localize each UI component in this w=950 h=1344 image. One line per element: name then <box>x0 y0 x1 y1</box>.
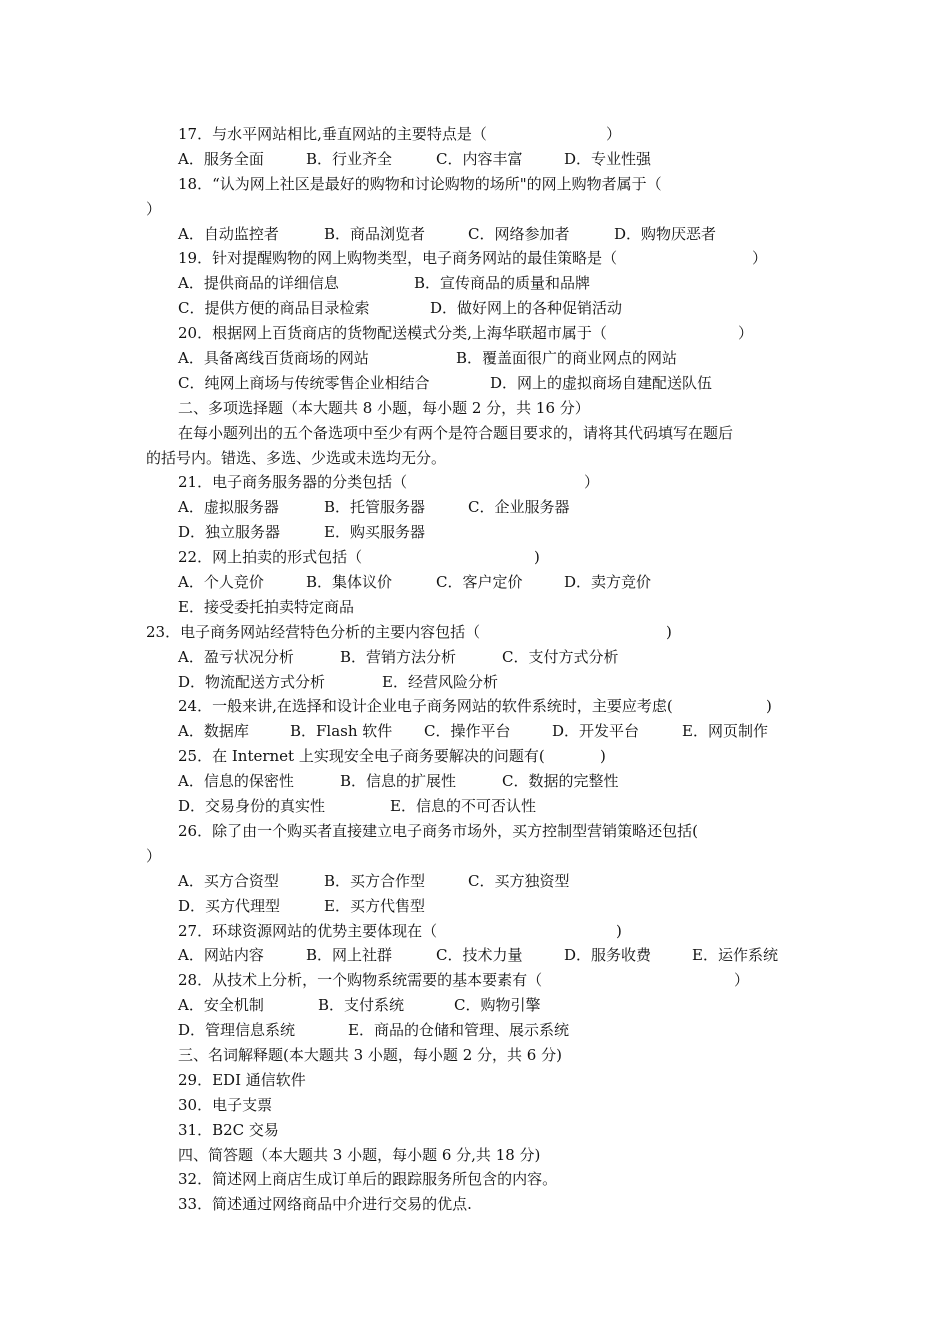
text-segment: E．商品的仓储和管理、展示系统 <box>348 1021 569 1040</box>
text-segment: ) <box>600 747 606 766</box>
text-segment: ) <box>766 697 772 716</box>
text-segment: A．网站内容 <box>178 946 264 965</box>
text-segment: D．网上的虚拟商场自建配送队伍 <box>490 373 713 392</box>
text-line <box>0 1093 950 1118</box>
text-line <box>0 321 950 346</box>
text-segment: D．管理信息系统 <box>178 1021 296 1040</box>
text-segment: B．支付系统 <box>318 996 405 1015</box>
text-segment: B．网上社群 <box>306 946 393 965</box>
text-segment: 18．“认为网上社区是最好的购物和讨论购物的场所"的网上购物者属于（ <box>178 174 662 193</box>
text-segment: 21．电子商务服务器的分类包括（ <box>178 473 408 492</box>
text-segment: B．信息的扩展性 <box>340 772 457 791</box>
text-line <box>0 769 950 794</box>
text-segment: 26．除了由一个购买者直接建立电子商务市场外，买方控制型营销策略还包括( <box>178 821 698 840</box>
text-segment: A．具备离线百货商场的网站 <box>178 349 369 368</box>
text-segment: B．营销方法分析 <box>340 647 457 666</box>
text-segment: 三、名词解释题(本大题共 3 小题，每小题 2 分，共 6 分) <box>178 1045 562 1064</box>
text-segment: 20．根据网上百货商店的货物配送模式分类,上海华联超市属于（ <box>178 324 607 343</box>
text-segment: C．购物引擎 <box>454 996 541 1015</box>
text-line <box>0 570 950 595</box>
text-segment: D．购物厌恶者 <box>614 224 717 243</box>
text-segment: 28．从技术上分析，一个购物系统需要的基本要素有（ <box>178 971 543 990</box>
text-segment: C．操作平台 <box>424 722 511 741</box>
text-segment: ） <box>146 846 162 865</box>
text-segment: D．交易身份的真实性 <box>178 797 326 816</box>
text-line <box>0 172 950 197</box>
text-segment: A．数据库 <box>178 722 249 741</box>
text-segment: 在每小题列出的五个备选项中至少有两个是符合题目要求的，请将其代码填写在题后 <box>178 423 734 442</box>
text-segment: 19．针对提醒购物的网上购物类型，电子商务网站的最佳策略是（ <box>178 249 618 268</box>
text-line <box>0 222 950 247</box>
text-segment: B．商品浏览者 <box>324 224 426 243</box>
text-line <box>0 296 950 321</box>
text-segment: 22．网上拍卖的形式包括（ <box>178 548 363 567</box>
text-line <box>0 1118 950 1143</box>
text-segment: 33．简述通过网络商品中介进行交易的优点. <box>178 1195 472 1214</box>
text-line <box>0 894 950 919</box>
text-segment: 30．电子支票 <box>178 1095 273 1114</box>
text-segment: E．经营风险分析 <box>382 672 498 691</box>
text-line <box>0 744 950 769</box>
text-segment: E．运作系统 <box>692 946 778 965</box>
text-segment: D．专业性强 <box>564 149 652 168</box>
text-segment: B．行业齐全 <box>306 149 393 168</box>
text-line <box>0 1043 950 1068</box>
text-segment: C．买方独资型 <box>468 871 570 890</box>
text-segment: 25．在 Internet 上实现安全电子商务要解决的问题有( <box>178 747 545 766</box>
text-line <box>0 620 950 645</box>
text-segment: B．托管服务器 <box>324 498 426 517</box>
text-segment: 27．环球资源网站的优势主要体现在（ <box>178 921 438 940</box>
text-segment: ） <box>606 125 622 143</box>
text-line <box>0 844 950 869</box>
text-segment: A．安全机制 <box>178 996 264 1015</box>
text-segment: 二、多项选择题（本大题共 8 小题，每小题 2 分，共 16 分） <box>178 398 590 417</box>
text-segment: 的括号内。错选、多选、少选或未选均无分。 <box>146 448 447 467</box>
text-segment: A．买方合资型 <box>178 871 279 890</box>
text-segment: C．内容丰富 <box>436 149 523 168</box>
text-segment: C．企业服务器 <box>468 498 570 517</box>
text-line <box>0 122 950 147</box>
text-segment: B．Flash 软件 <box>290 722 393 741</box>
text-line <box>0 1068 950 1093</box>
text-segment: A．个人竞价 <box>178 573 264 592</box>
text-line <box>0 869 950 894</box>
text-segment: ） <box>752 249 768 268</box>
text-segment: 29．EDI 通信软件 <box>178 1070 306 1089</box>
text-segment: B．覆盖面很广的商业网点的网站 <box>456 349 678 368</box>
text-segment: 32．简述网上商店生成订单后的跟踪服务所包含的内容。 <box>178 1170 558 1189</box>
text-line <box>0 371 950 396</box>
text-segment: A．提供商品的详细信息 <box>178 274 339 293</box>
text-line <box>0 919 950 944</box>
text-segment: D．物流配送方式分析 <box>178 672 326 691</box>
text-segment: 23．电子商务网站经营特色分析的主要内容包括（ <box>146 622 481 641</box>
text-segment: D．服务收费 <box>564 946 652 965</box>
text-line <box>0 147 950 172</box>
text-segment: E．信息的不可否认性 <box>390 797 536 816</box>
text-segment: A．虚拟服务器 <box>178 498 279 517</box>
text-segment: E．买方代售型 <box>324 896 425 915</box>
text-line <box>0 1143 950 1168</box>
text-line <box>0 1192 950 1217</box>
text-line <box>0 346 950 371</box>
text-segment: C．支付方式分析 <box>502 647 619 666</box>
text-segment: ) <box>616 921 622 940</box>
text-line <box>0 645 950 670</box>
text-segment: ） <box>738 324 754 343</box>
text-line <box>0 943 950 968</box>
text-line <box>0 446 950 471</box>
text-segment: C．数据的完整性 <box>502 772 619 791</box>
text-segment: B．集体议价 <box>306 573 393 592</box>
text-segment: A．服务全面 <box>178 149 264 168</box>
text-line <box>0 246 950 271</box>
text-segment: D．开发平台 <box>552 722 640 741</box>
text-segment: 四、简答题（本大题共 3 小题，每小题 6 分,共 18 分) <box>178 1145 541 1164</box>
text-line <box>0 993 950 1018</box>
text-segment: B．宣传商品的质量和品牌 <box>414 274 591 293</box>
text-segment: A．盈亏状况分析 <box>178 647 294 666</box>
text-segment: 24．一般来讲,在选择和设计企业电子商务网站的软件系统时，主要应考虑( <box>178 697 673 716</box>
text-line <box>0 819 950 844</box>
text-segment: A．信息的保密性 <box>178 772 294 791</box>
text-line <box>0 694 950 719</box>
text-line <box>0 545 950 570</box>
text-line <box>0 421 950 446</box>
text-segment: C．技术力量 <box>436 946 523 965</box>
text-segment: C．提供方便的商品目录检索 <box>178 299 370 318</box>
text-segment: C．客户定价 <box>436 573 523 592</box>
text-segment: ） <box>146 199 162 218</box>
text-line <box>0 595 950 620</box>
text-segment: ) <box>666 622 672 641</box>
text-segment: E．接受委托拍卖特定商品 <box>178 597 354 616</box>
text-line <box>0 271 950 296</box>
text-segment: C．纯网上商场与传统零售企业相结合 <box>178 373 430 392</box>
text-segment: B．买方合作型 <box>324 871 426 890</box>
text-line <box>0 968 950 993</box>
text-segment: D．买方代理型 <box>178 896 281 915</box>
text-line <box>0 719 950 744</box>
text-segment: E．购买服务器 <box>324 523 425 542</box>
document-body <box>0 122 950 1217</box>
text-segment: 17．与水平网站相比,垂直网站的主要特点是（ <box>178 125 487 143</box>
text-segment: ） <box>584 473 600 492</box>
text-line <box>0 1167 950 1192</box>
text-segment: D．独立服务器 <box>178 523 281 542</box>
text-segment: D．做好网上的各种促销活动 <box>430 299 623 318</box>
text-line <box>0 495 950 520</box>
text-line <box>0 520 950 545</box>
text-line <box>0 1018 950 1043</box>
text-line <box>0 197 950 222</box>
text-segment: ） <box>734 971 750 990</box>
text-segment: 31．B2C 交易 <box>178 1120 279 1139</box>
text-segment: ) <box>534 548 540 567</box>
text-line <box>0 794 950 819</box>
text-line <box>0 396 950 421</box>
text-segment: A．自动监控者 <box>178 224 279 243</box>
text-segment: E．网页制作 <box>682 722 768 741</box>
text-segment: C．网络参加者 <box>468 224 570 243</box>
text-line <box>0 670 950 695</box>
text-line <box>0 470 950 495</box>
text-segment: D．卖方竞价 <box>564 573 652 592</box>
